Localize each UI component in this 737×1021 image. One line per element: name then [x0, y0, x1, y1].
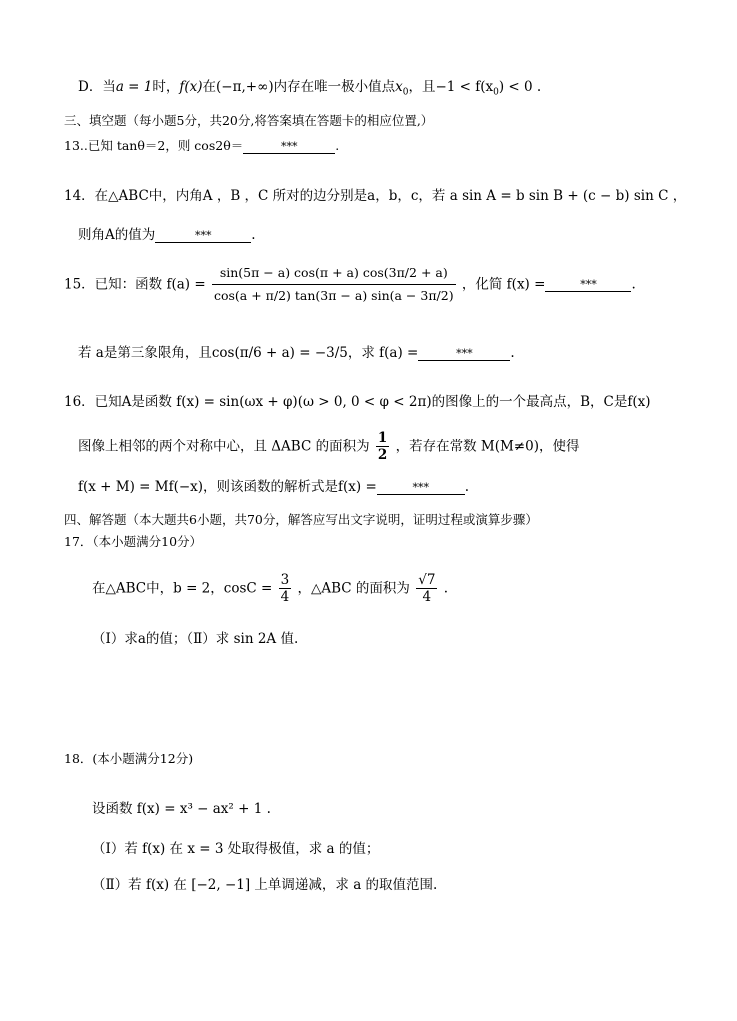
q17-area-denominator: 4: [422, 589, 432, 605]
question-15-line-1: [64, 262, 636, 307]
q17-cos-fraction: [279, 572, 292, 605]
q15-end: .: [631, 276, 636, 293]
q16-line2-a: 图像上相邻的两个对称中心，且 ΔABC 的面积为: [78, 438, 370, 455]
q15-denominator: cos(a + π/2) tan(3π − a) sin(a − 3π/2): [213, 288, 454, 303]
q16-end: .: [464, 479, 470, 495]
q15-numerator: sin(5π − a) cos(π + a) cos(3π/2 + a): [212, 262, 456, 285]
option-d-x0: x: [395, 79, 403, 95]
question-17-line-1: [92, 572, 448, 605]
q16-answer-blank: ***: [377, 481, 465, 495]
q13-text: 13..已知 tanθ＝2，则 cos2θ＝: [64, 138, 244, 153]
q16-area-numerator: 1: [377, 430, 388, 446]
option-d-mid: 时，: [152, 79, 180, 95]
q17-line1-a: 在△ABC中，b = 2，cosC =: [92, 580, 273, 597]
option-d-condition: a = 1: [115, 79, 153, 95]
q17-cos-denominator: 4: [280, 589, 290, 605]
q17-line1-b: ，△ABC 的面积为: [297, 580, 410, 597]
question-18-line-2: （Ⅰ）若 f(x) 在 x = 3 处取得极值，求 a 的值；: [92, 841, 380, 857]
q15-prefix: 15．已知：函数 f(a) =: [64, 276, 206, 293]
q16-line3-prefix: f(x + M) = Mf(−x)，则该函数的解析式是f(x) =: [78, 479, 377, 495]
question-18-line-3: （Ⅱ）若 f(x) 在 [−2, −1] 上单调递减，求 a 的取值范围.: [92, 877, 438, 893]
question-18-line-1: 设函数 f(x) = x³ − ax² + 1 .: [92, 801, 271, 817]
option-d: D．当a = 1时，f(x)在(−π,+∞)内存在唯一极小值点$x_0$，且$-1 < f(x_0) < 0$ .: [78, 79, 542, 98]
question-14-line-1: 14．在△ABC中，内角A ，B ，C 所对的边分别是a，b，c，若 a sin A = b sin B + (c − b) sin C ，: [64, 188, 687, 204]
option-d-func: f(x): [179, 79, 203, 95]
q17-line1-end: .: [443, 580, 449, 597]
q15-line2-prefix: 若 a是第三象限角，且cos(π/6 + a) = −3/5，求 f(a) =: [78, 345, 419, 361]
q15-answer-blank: ***: [545, 278, 631, 292]
q17-area-numerator: √7: [418, 572, 436, 588]
question-16-line-2: [78, 430, 579, 463]
q16-area-denominator: 2: [377, 447, 388, 463]
q14-end: .: [251, 227, 256, 243]
q16-area-fraction: [376, 430, 389, 463]
q14-answer-blank: ***: [155, 229, 251, 243]
q13-answer-blank: ***: [243, 140, 335, 154]
section-3-heading: 三、填空题（每小题5分，共20分,将答案填在答题卡的相应位置,）: [64, 113, 434, 128]
q16-line2-b: ，若存在常数 M(M≠0)，使得: [395, 438, 580, 455]
question-16-line-3: [78, 478, 469, 496]
option-d-interval: 在(−π,+∞)内存在唯一极小值点: [202, 79, 396, 95]
section-4-heading: 四、解答题（本大题共6小题，共70分，解答应写出文字说明，证明过程或演算步骤）: [64, 512, 538, 527]
q15-mid: ，化简 f(x) =: [461, 276, 546, 293]
question-14-line-2: [78, 226, 256, 244]
q17-area-fraction: [416, 572, 437, 605]
q15-fraction: [212, 262, 456, 307]
question-16-line-1: 16．已知A是函数 f(x) = sin(ωx + φ)(ω > 0, 0 < φ < 2π)的图像上的一个最高点，B，C是f(x): [64, 394, 651, 410]
q17-cos-numerator: 3: [280, 572, 290, 588]
option-d-inequality: ，且−1 < f(x: [408, 79, 494, 95]
question-15-line-2: [78, 344, 515, 362]
option-d-inequality-end: ) < 0 .: [498, 79, 542, 95]
question-17-title: 17．（本小题满分10分）: [64, 534, 203, 549]
q15-answer-blank-2: ***: [418, 347, 510, 361]
question-17-line-2: （Ⅰ）求a的值；（Ⅱ）求 sin 2A 值.: [92, 631, 299, 647]
q15-end-2: .: [510, 345, 515, 361]
option-d-prefix: D．当: [78, 79, 116, 95]
question-18-title: 18．(本小题满分12分): [64, 751, 194, 766]
question-13: [64, 137, 339, 155]
q13-end: .: [335, 138, 340, 153]
q14-prefix: 则角A的值为: [78, 227, 156, 243]
